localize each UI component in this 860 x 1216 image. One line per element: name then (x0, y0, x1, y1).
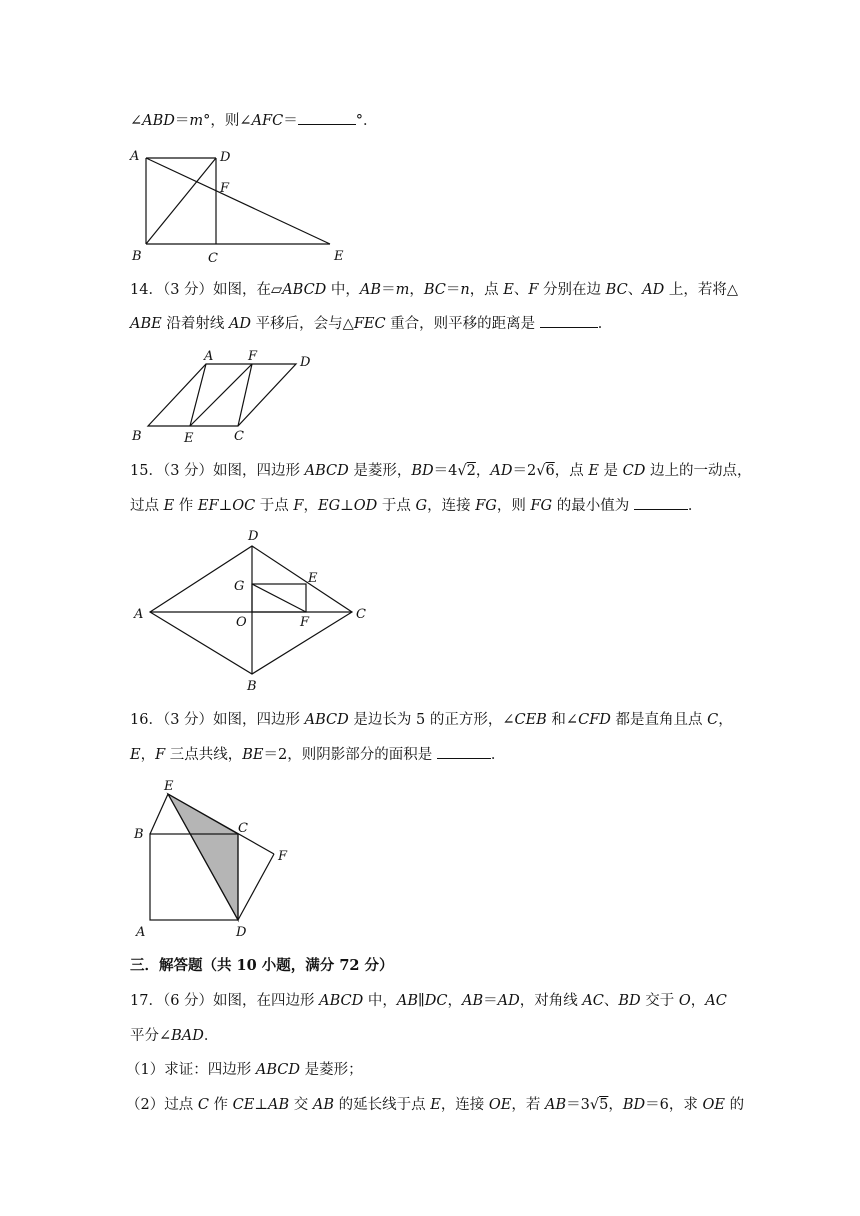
q15-label-e: E (308, 571, 318, 586)
q17-line-2: 平分∠BAD． (130, 1028, 219, 1044)
q13-tail-line: ∠ABD＝m°，则∠AFC＝ °． (130, 110, 377, 131)
q15-label-c: C (356, 607, 366, 622)
q13-seg-bd (146, 158, 216, 244)
q13-label-a: A (130, 149, 140, 164)
q17-part-2: （2）过点 C 作 CE⊥AB 交 AB 的延长线于点 E，连接 OE，若 AB＝3√5，BD＝6，求 OE 的 (126, 1097, 745, 1113)
q14-line-1: 14．（3 分）如图，在▱ABCD 中，AB＝m，BC＝n，点 E、F 分别在边 BC、AD 上，若将△ (130, 282, 739, 298)
q16-label-e: E (164, 779, 174, 794)
section-3-heading: 三．解答题（共 10 小题，满分 72 分） (130, 957, 394, 974)
q16-label-b: B (134, 827, 144, 842)
q16-label-a: A (136, 925, 146, 940)
q15-answer-blank[interactable] (634, 495, 688, 510)
q16-label-d: D (236, 925, 247, 940)
q15-label-b: B (247, 679, 257, 694)
q16-label-c: C (238, 821, 248, 836)
q17-line-1: 17．（6 分）如图，在四边形 ABCD 中，AB∥DC，AB＝AD，对角线 AC、BD 交于 O，AC (130, 993, 727, 1009)
q14-seg-fe (190, 364, 252, 426)
q14-figure (128, 346, 328, 448)
q15-label-a: A (134, 607, 144, 622)
q16-line-1: 16．（3 分）如图，四边形 ABCD 是边长为 5 的正方形，∠CEB 和∠CFD 都是直角且点 C， (130, 712, 733, 728)
q13-label-e: E (334, 249, 344, 264)
q13-label-b: B (132, 249, 142, 264)
q13-label-c: C (208, 251, 218, 266)
q17-part-1: （1）求证：四边形 ABCD 是菱形； (126, 1062, 363, 1078)
q13-figure (128, 146, 358, 266)
q14-label-d: D (300, 355, 311, 370)
q15-figure (128, 526, 378, 696)
q15-label-o: O (236, 615, 247, 630)
q13-label-f: F (220, 181, 230, 196)
q13-answer-blank[interactable] (298, 110, 356, 125)
q14-label-a: A (204, 349, 214, 364)
q14-label-c: C (234, 429, 244, 444)
q14-seg-fc (238, 364, 252, 426)
q14-answer-blank[interactable] (540, 313, 598, 328)
q15-label-f: F (300, 615, 310, 630)
q16-label-f: F (278, 849, 288, 864)
q15-line-1: 15．（3 分）如图，四边形 ABCD 是菱形，BD＝4√2，AD＝2√6，点 E 是 CD 边上的一动点， (130, 463, 752, 479)
q15-label-d: D (248, 529, 259, 544)
q13-seg-ae (146, 158, 330, 244)
q16-line-2: E，F 三点共线，BE＝2，则阴影部分的面积是 ． (130, 744, 505, 765)
q16-answer-blank[interactable] (437, 744, 491, 759)
q14-label-f: F (248, 349, 258, 364)
q15-line-2: 过点 E 作 EF⊥OC 于点 F，EG⊥OD 于点 G，连接 FG，则 FG 的最小值为 ． (130, 495, 702, 516)
q14-line-2: ABE 沿着射线 AD 平移后，会与△FEC 重合，则平移的距离是 ． (130, 313, 612, 334)
q13-label-d: D (220, 150, 231, 165)
q14-label-e: E (184, 431, 194, 446)
q16-figure (128, 776, 308, 941)
q14-label-b: B (132, 429, 142, 444)
q15-label-g: G (234, 579, 245, 594)
q16-seg-fd (238, 854, 274, 920)
q14-parallelogram (148, 364, 296, 426)
q16-seg-be (150, 794, 168, 834)
q15-rhombus (150, 546, 352, 674)
q15-seg-gf (252, 584, 306, 612)
